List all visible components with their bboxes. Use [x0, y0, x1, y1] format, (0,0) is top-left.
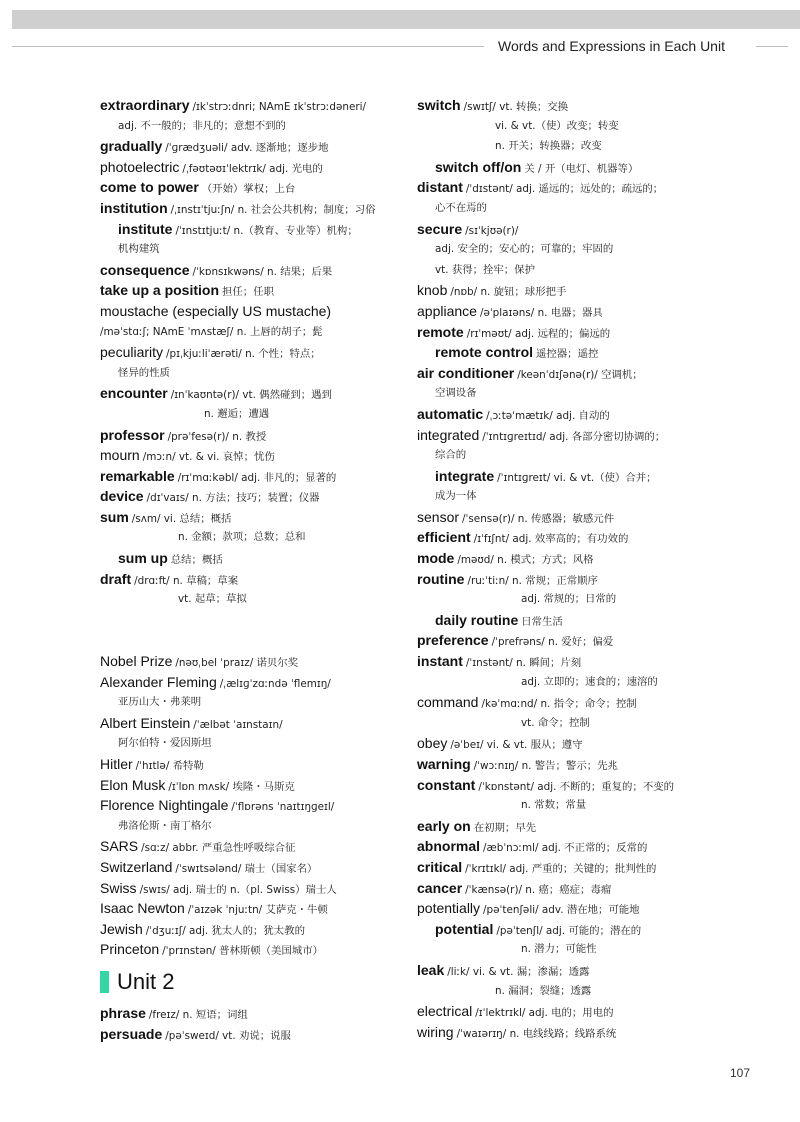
headword: daily routine [435, 611, 519, 628]
headword: cancer [417, 879, 463, 896]
vocab-entry [417, 816, 717, 837]
headword: Albert Einstein [100, 714, 191, 731]
vocab-entry [417, 651, 717, 672]
headword: sum [100, 508, 129, 525]
headword: extraordinary [100, 97, 190, 113]
definition: /ɪˈlektrɪkl/ adj. 电的；用电的 [475, 1007, 614, 1020]
top-gray-band [12, 10, 800, 29]
left-column [100, 95, 400, 1044]
vocab-entry [417, 260, 717, 281]
headword: air conditioner [417, 364, 515, 381]
vocab-entry [417, 363, 717, 384]
vocab-entry [100, 239, 400, 260]
definition: /ˈaɪzək ˈnjuːtn/ 艾萨克・牛顿 [187, 904, 328, 917]
definition: /ˈhɪtlə/ 希特勒 [135, 760, 204, 772]
vocab-entry [417, 733, 717, 754]
vocab-entry [100, 260, 400, 281]
headword: Jewish [100, 920, 143, 937]
definition: /liːk/ vi. & vt. 漏；渗漏；透露 [447, 965, 590, 978]
vocab-entry [417, 507, 717, 528]
headword: preference [417, 632, 489, 649]
definition: /ˌɔːtəˈmætɪk/ adj. 自动的 [486, 409, 610, 422]
vocab-entry [100, 672, 400, 693]
unit-heading [100, 961, 400, 1003]
definition: n. 开关；转换器；改变 [495, 140, 602, 153]
headword: professor [100, 426, 165, 443]
headword: knob [417, 282, 448, 299]
definition: /ɪnˈkaʊntə(r)/ vt. 偶然碰到；遇到 [170, 389, 332, 402]
headword: mourn [100, 447, 140, 464]
headword: critical [417, 858, 463, 875]
definition: /pəˈsweɪd/ vt. 劝说；说服 [165, 1029, 291, 1042]
vocab-entry [100, 177, 400, 198]
left-entry-list [100, 95, 400, 960]
definition: /swɪs/ adj. 瑞士的 n.（pl. Swiss）瑞士人 [139, 883, 337, 896]
vocab-entry [417, 836, 717, 857]
vocab-entry [417, 322, 717, 343]
vocab-entry [100, 219, 400, 240]
vocab-entry [100, 898, 400, 919]
headword: Nobel Prize [100, 653, 173, 670]
vocab-entry [417, 177, 717, 198]
definition: /pɪˌkjuːliˈærəti/ n. 个性；特点； [166, 348, 321, 361]
vocab-entry [100, 713, 400, 734]
vocab-entry [100, 301, 400, 322]
vocab-entry [417, 878, 717, 899]
header-rule-right [756, 46, 788, 47]
definition: /məˈstɑːʃ; NAmE ˈmʌstæʃ/ n. 上唇的胡子；髭 [100, 325, 323, 338]
headword: Florence Nightingale [100, 797, 229, 814]
headword: instant [417, 653, 463, 670]
definition: vt. 命令；控制 [521, 716, 590, 729]
definition: /ˈɪntɪɡreɪtɪd/ adj. 各部分密切协调的； [482, 430, 666, 443]
definition: /əˈplaɪəns/ n. 电器；器具 [479, 306, 603, 319]
definition: /mɔːn/ vt. & vi. 哀悼；忧伤 [142, 451, 275, 464]
definition: 在初期；早先 [473, 821, 537, 834]
vocab-entry [417, 610, 717, 631]
definition: /məʊd/ n. 模式；方式；风格 [457, 554, 594, 567]
vocab-entry [100, 198, 400, 219]
unit2-entry-list [100, 1003, 400, 1044]
headword: institute [118, 220, 173, 237]
headword: consequence [100, 261, 190, 278]
headword: potential [435, 920, 494, 937]
vocab-entry [417, 425, 717, 446]
definition: /ɪˈlɒn mʌsk/ 埃隆・马斯克 [168, 780, 295, 793]
vocab-entry [417, 754, 717, 775]
headword: electrical [417, 1003, 473, 1020]
definition: n. 漏洞；裂缝；透露 [495, 984, 592, 997]
definition: /nəʊˌbel ˈpraɪz/ 诺贝尔奖 [175, 657, 299, 670]
definition: n. 常数；常量 [521, 799, 587, 812]
vocab-entry [100, 878, 400, 899]
definition: /ˈwɔːnɪŋ/ n. 警告；警示；先兆 [473, 760, 618, 772]
unit-accent-bar [100, 971, 109, 993]
vocab-entry [100, 322, 400, 343]
definition: /ˈprɪnstən/ 普林斯顿（美国城市） [162, 945, 324, 958]
vocab-entry [417, 404, 717, 425]
headword: efficient [417, 529, 471, 546]
definition: /æbˈnɔːml/ adj. 不正常的；反常的 [483, 842, 648, 855]
vocab-entry [100, 95, 400, 116]
headword: distant [417, 179, 463, 196]
definition: /ˈɪnstənt/ n. 瞬间；片刻 [465, 657, 582, 670]
definition: /əˈbeɪ/ vi. & vt. 服从；遵守 [450, 739, 583, 752]
definition: /ˈwaɪərɪŋ/ n. 电线线路；线路系统 [456, 1027, 617, 1040]
definition: /ˈkrɪtɪkl/ adj. 严重的；关键的；批判性的 [465, 862, 657, 875]
vocab-entry [417, 857, 717, 878]
vocab-entry [100, 919, 400, 940]
vocab-entry [417, 342, 717, 363]
vocab-entry [100, 569, 400, 590]
definition: 成为一体 [435, 490, 477, 503]
page-header-title: Words and Expressions in Each Unit [498, 38, 725, 54]
definition: /swɪtʃ/ vt. 转换；交换 [463, 101, 569, 113]
definition: /pəˈtenʃl/ adj. 可能的；潜在的 [496, 924, 642, 937]
headword: early on [417, 817, 471, 834]
definition: /nɒb/ n. 旋钮；球形把手 [450, 286, 567, 299]
vocab-entry [417, 981, 717, 1002]
definition: /ˈdɪstənt/ adj. 遥远的；远处的；疏远的； [465, 183, 664, 196]
headword: take up a position [100, 282, 220, 299]
definition: /ˈkɒnstənt/ adj. 不断的；重复的；不变的 [478, 780, 674, 793]
definition: 总结；概括 [170, 554, 223, 567]
headword: Alexander Fleming [100, 673, 217, 690]
vocab-entry [100, 775, 400, 796]
headword: appliance [417, 302, 477, 319]
definition: /kəˈmɑːnd/ n. 指令；命令；控制 [481, 698, 637, 711]
headword: sensor [417, 508, 460, 525]
headword: draft [100, 570, 132, 587]
definition: vt. 获得；拴牢；保护 [435, 263, 535, 276]
headword: obey [417, 735, 448, 752]
vocab-entry [417, 219, 717, 240]
definition: /ˌfəʊtəʊɪˈlektrɪk/ adj. 光电的 [182, 162, 323, 175]
vocab-entry [417, 198, 717, 219]
vocab-entry [417, 486, 717, 507]
headword: automatic [417, 405, 484, 422]
vocab-entry [100, 425, 400, 446]
definition: /ˈɡrædʒuəli/ adv. 逐渐地；逐步地 [165, 142, 329, 155]
headword: SARS [100, 838, 139, 855]
vocab-entry [417, 775, 717, 796]
vocab-entry [417, 960, 717, 981]
vocab-entry [417, 239, 717, 260]
definition: /ˈswɪtsələnd/ 瑞士（国家名） [175, 862, 318, 875]
headword: abnormal [417, 838, 481, 855]
headword: come to power [100, 179, 199, 196]
definition: 心不在焉的 [435, 201, 487, 214]
headword: remarkable [100, 467, 175, 484]
definition: /ˈdʒuːɪʃ/ adj. 犹太人的；犹太教的 [145, 924, 305, 937]
vocab-entry [417, 589, 717, 610]
definition: /ˈkɒnsɪkwəns/ n. 结果；后果 [192, 265, 333, 278]
definition: adj. 安全的；安心的；可靠的；牢固的 [435, 243, 614, 256]
definition: /ˌɪnstɪˈtjuːʃn/ n. 社会公共机构；制度；习俗 [170, 203, 376, 216]
definition: /sɑːz/ abbr. 严重急性呼吸综合征 [141, 842, 296, 855]
definition: vt. 起草；草拟 [178, 593, 247, 606]
unit-title: Unit 2 [117, 968, 175, 994]
vocab-entry [417, 157, 717, 178]
vocab-entry [100, 733, 400, 754]
vocab-entry [100, 816, 400, 837]
vocab-entry [100, 280, 400, 301]
vocab-entry [100, 383, 400, 404]
vocab-entry [417, 672, 717, 693]
headword: command [417, 694, 479, 711]
headword: remote control [435, 344, 534, 361]
definition: 遥控器；遥控 [536, 348, 599, 361]
definition: /ˈælbət ˈaɪnstaɪn/ [193, 718, 283, 731]
vocab-entry [100, 363, 400, 384]
vocab-entry [100, 527, 400, 548]
headword: photoelectric [100, 158, 180, 175]
definition: /ˈflɒrəns ˈnaɪtɪŋɡeɪl/ [231, 801, 335, 814]
vocab-entry [417, 383, 717, 404]
vocab-entry [417, 1001, 717, 1022]
vocab-entry [100, 795, 400, 816]
definition: 怪异的性质 [118, 366, 170, 379]
vocab-entry [100, 548, 400, 569]
definition: adj. 立即的；速食的；速溶的 [521, 675, 658, 688]
definition: adj. 常规的；日常的 [521, 593, 617, 606]
right-column [417, 95, 717, 1042]
vocab-entry [100, 651, 400, 672]
definition: n. 潜力；可能性 [521, 943, 597, 956]
definition: /drɑːft/ n. 草稿；草案 [134, 574, 239, 587]
headword: Isaac Newton [100, 900, 185, 917]
vocab-entry [417, 713, 717, 734]
vocab-entry [100, 157, 400, 178]
definition: vi. & vt.（使）改变；转变 [495, 119, 619, 132]
vocab-entry [100, 754, 400, 775]
definition: adj. 不一般的；非凡的；意想不到的 [118, 119, 286, 132]
right-entry-list [417, 95, 717, 1042]
definition: /ˈprefrəns/ n. 爱好；偏爱 [491, 636, 614, 649]
definition: /sʌm/ vi. 总结；概括 [131, 512, 232, 525]
definition: /ˈsensə(r)/ n. 传感器；敏感元件 [462, 512, 615, 525]
vocab-entry [100, 507, 400, 528]
headword: secure [417, 220, 463, 237]
headword: integrated [417, 426, 480, 443]
headword: moustache (especially US mustache) [100, 302, 332, 319]
headword: sum up [118, 550, 168, 567]
vocab-entry [100, 466, 400, 487]
vocab-entry [100, 857, 400, 878]
vocab-entry [100, 486, 400, 507]
headword: remote [417, 323, 464, 340]
headword: mode [417, 550, 455, 567]
headword: phrase [100, 1004, 146, 1021]
vocab-entry [100, 836, 400, 857]
headword: wiring [417, 1023, 454, 1040]
definition: /ˈkænsə(r)/ n. 癌；癌症；毒瘤 [465, 883, 612, 896]
headword: encounter [100, 385, 168, 402]
vocab-entry [417, 692, 717, 713]
vocab-entry [417, 569, 717, 590]
definition: /ɪkˈstrɔːdnri; NAmE ɪkˈstrɔːdəneri/ [192, 101, 367, 113]
definition: /freɪz/ n. 短语；词组 [148, 1008, 248, 1021]
definition: /ɪˈfɪʃnt/ adj. 效率高的；有功效的 [473, 533, 629, 546]
definition: 空调设备 [435, 387, 477, 400]
definition: 综合的 [435, 449, 467, 462]
vocab-entry [417, 1022, 717, 1043]
definition: （开始）掌权；上台 [201, 183, 296, 196]
headword: Hitler [100, 756, 133, 772]
headword: leak [417, 961, 445, 978]
definition: /pəˈtenʃəli/ adv. 潜在地；可能地 [483, 904, 640, 917]
definition: 阿尔伯特・爱因斯坦 [118, 737, 212, 750]
headword: warning [417, 756, 471, 772]
definition: /sɪˈkjʊə(r)/ [465, 224, 519, 237]
vocab-entry [417, 939, 717, 960]
vocab-entry [100, 116, 400, 137]
definition: n. 邂逅；遭遇 [204, 407, 270, 420]
vocab-entry [100, 404, 400, 425]
headword: persuade [100, 1025, 163, 1042]
vocab-entry [100, 1003, 400, 1024]
vocab-entry [100, 342, 400, 363]
headword: Swiss [100, 879, 137, 896]
vocab-entry [417, 898, 717, 919]
headword: Elon Musk [100, 776, 166, 793]
definition: /rɪˈməʊt/ adj. 远程的；偏远的 [466, 327, 611, 340]
definition: /prəˈfesə(r)/ n. 教授 [167, 430, 267, 443]
vocab-entry [417, 548, 717, 569]
vocab-entry [100, 445, 400, 466]
vocab-entry [417, 116, 717, 137]
vocab-entry [417, 919, 717, 940]
vocab-entry [417, 301, 717, 322]
page-number: 107 [730, 1066, 751, 1080]
vocab-entry [417, 527, 717, 548]
vocab-entry [417, 280, 717, 301]
definition: /keənˈdɪʃənə(r)/ 空调机； [517, 368, 643, 381]
headword: routine [417, 570, 465, 587]
headword: gradually [100, 138, 163, 155]
headword: constant [417, 776, 476, 793]
definition: /ˌælɪɡˈzɑːndə ˈflemɪŋ/ [219, 677, 331, 690]
headword: peculiarity [100, 344, 164, 361]
definition: n. 金额；款项；总数；总和 [178, 531, 306, 544]
headword: switch [417, 97, 461, 113]
definition: /ˈɪnstɪtjuːt/ n.（教育、专业等）机构； [175, 224, 358, 237]
definition: /ˈɪntɪɡreɪt/ vi. & vt.（使）合并； [497, 471, 657, 484]
definition: /ruːˈtiːn/ n. 常规；正常顺序 [467, 574, 598, 587]
vocab-entry [100, 589, 400, 610]
headword: Princeton [100, 941, 160, 958]
vocab-entry [417, 445, 717, 466]
vocab-entry [100, 939, 400, 960]
headword: integrate [435, 467, 495, 484]
vocab-entry [100, 692, 400, 713]
spacer [100, 610, 400, 631]
definition: 机构建筑 [118, 243, 160, 256]
definition: 担任；任职 [222, 286, 274, 299]
header-rule-left [12, 46, 484, 47]
vocab-entry [417, 795, 717, 816]
vocab-entry [417, 466, 717, 487]
definition: 日常生活 [521, 615, 563, 628]
headword: institution [100, 199, 168, 216]
vocab-entry [100, 136, 400, 157]
spacer [100, 630, 400, 651]
vocab-entry [417, 630, 717, 651]
definition: /rɪˈmɑːkəbl/ adj. 非凡的；显著的 [177, 471, 337, 484]
definition: 亚历山大・弗莱明 [118, 696, 202, 709]
headword: device [100, 488, 144, 505]
vocab-entry [417, 136, 717, 157]
headword: potentially [417, 900, 481, 917]
vocab-entry [100, 1024, 400, 1045]
definition: /dɪˈvaɪs/ n. 方法；技巧；装置；仪器 [146, 492, 320, 505]
headword: switch off/on [435, 158, 522, 175]
definition: 弗洛伦斯・南丁格尔 [118, 819, 212, 832]
definition: 关 / 开（电灯、机器等） [524, 162, 639, 175]
vocab-entry [417, 95, 717, 116]
headword: Switzerland [100, 858, 173, 875]
